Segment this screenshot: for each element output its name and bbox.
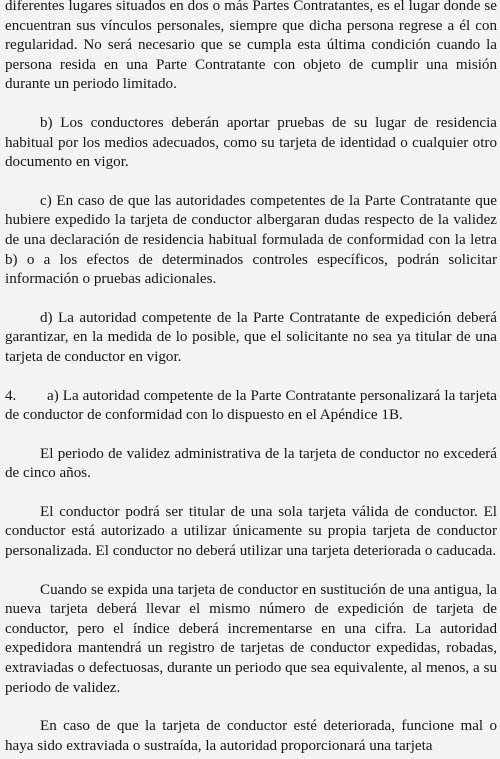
paragraph-a-personalisation: a) La autoridad competente de la Parte Contratante personalizará la tarjeta de conductor de conformidad con lo dispuesto en el Apéndice 1B. <box>5 387 497 424</box>
section-4-text <box>5 387 497 426</box>
paragraph-c-doubts-residence: c) En caso de que las autoridades competentes de la Parte Contratante que hubiere expedido la tarjeta de conductor albergaran dudas respecto de la validez de una declaración de residencia habitual formulada de conformidad con la letra b) o a los efectos de determinados controles específicos, podrán solicitar información o pruebas adicionales. <box>5 192 497 288</box>
paragraph-b-proof-of-residence: b) Los conductores deberán aportar pruebas de su lugar de residencia habitual por los medios adecuados, como su tarjeta de identidad o cualquier otro documento en vigor. <box>5 114 497 171</box>
paragraph-validity-period: El periodo de validez administrativa de la tarjeta de conductor no excederá de cinco años. <box>5 445 497 482</box>
section-4-first-paragraph <box>5 387 497 426</box>
paragraph-residence-continuation: diferentes lugares situados en dos o más Partes Contratantes, es el lugar donde se encuentran sus vínculos personales, siempre que dicha persona regrese a él con regularidad. No será necesario que se cumpla esta última condición cuando la persona resida en una Parte Contratante con objeto de cumplir una misión durante un periodo limitado. <box>5 0 497 93</box>
paragraph-damaged-card: En caso de que la tarjeta de conductor esté deteriorada, funcione mal o haya sido extraviada o sustraída, la autoridad proporcionará una tarjeta <box>5 718 497 754</box>
section-number: 4. <box>5 387 17 404</box>
paragraph-d-single-card: d) La autoridad competente de la Parte Contratante de expedición deberá garantizar, en la medida de lo posible, que el solicitante no sea ya titular de una tarjeta de conductor en vigor. <box>5 309 497 365</box>
paragraph-replacement-card: Cuando se expida una tarjeta de conductor en sustitución de una antigua, la nueva tarjeta deberá llevar el mismo número de expedición de tarjeta de conductor, pero el índice deberá incrementarse en una cifra. La autoridad expedidora mantendrá un registro de tarjetas de conductor expedidas, robadas, extraviadas o defectuosas, durante un periodo que sea equivalente, al menos, a su periodo de validez. <box>5 581 497 696</box>
paragraph-single-valid-card: El conductor podrá ser titular de una sola tarjeta válida de conductor. El conductor está autorizado a utilizar únicamente su propia tarjeta de conductor personalizada. El conductor no deberá utilizar una tarjeta deteriorada o caducada. <box>5 503 497 560</box>
